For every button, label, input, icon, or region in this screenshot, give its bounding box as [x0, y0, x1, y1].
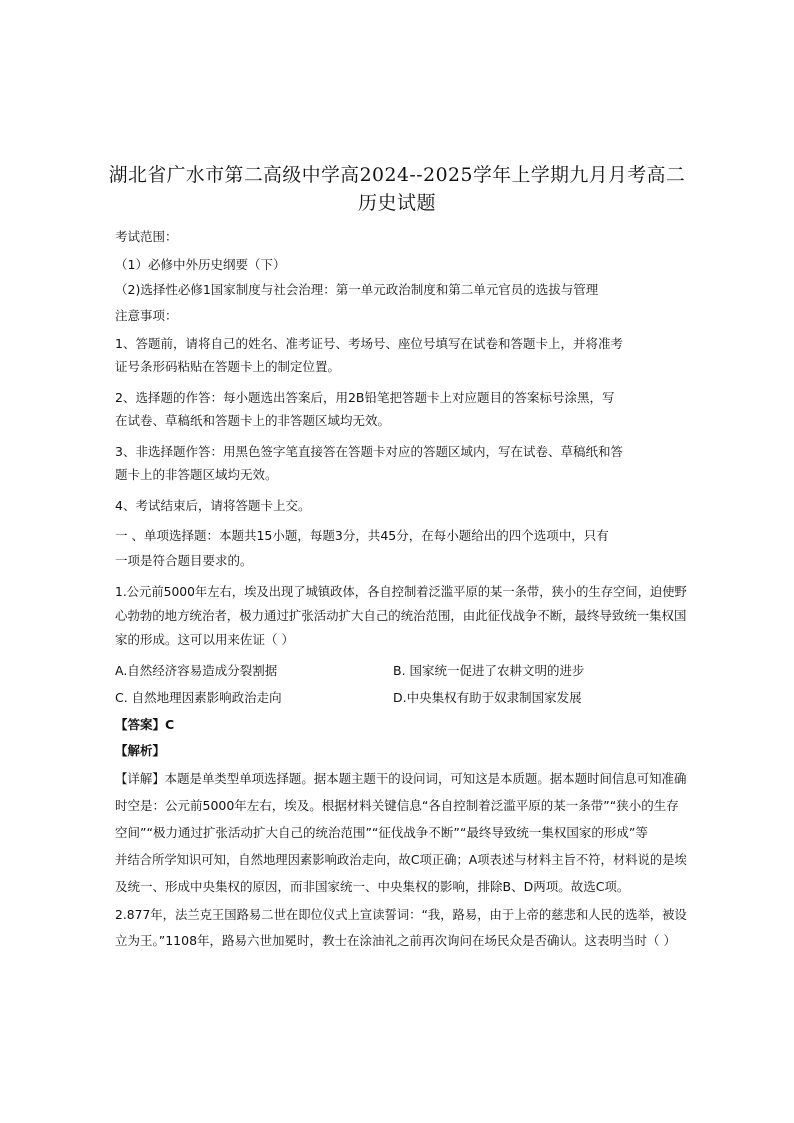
q1-stem-line-b: 心勃勃的地方统治者，极力通过扩张活动扩大自己的统治范围，由此征伐战争不断，最终导致统一集权国: [115, 608, 687, 623]
section-1-line-b: 一项是符合题目要求的。: [115, 553, 253, 568]
q1-detail-line-d: 并结合所学知识可知，自然地理因素影响政治走向，故C项正确；A项表述与材料主旨不符，材料说的是埃: [115, 853, 687, 867]
q1-option-a: A.自然经济容易造成分裂割据: [115, 663, 278, 678]
note-4: 4、考试结束后，请将答题卡上交。: [115, 498, 311, 513]
q1-detail-line-e: 及统一、形成中央集权的原因，而非国家统一、中央集权的影响，排除B、D两项。故选C项。: [115, 879, 630, 894]
exam-title-line1: 湖北省广水市第二高级中学高2024--2025学年上学期九月月考高二: [108, 165, 686, 186]
exam-title-line2: 历史试题: [357, 192, 436, 214]
q1-detail-line-c: 空间”“极力通过扩张活动扩大自己的统治范围”“征伐战争不断”“最终导致统一集权国家的形成”等: [115, 825, 648, 840]
notes-heading: 注意事项：: [115, 308, 178, 323]
q1-detail-line-b: 时空是：公元前5000年左右，埃及。根据材料关键信息“各自控制着泛滥平原的某一条带”“狭小的生存: [115, 798, 679, 813]
q1-option-b: B. 国家统一促进了农耕文明的进步: [393, 663, 585, 678]
note-3-line-b: 题卡上的非答题区域均无效。: [115, 467, 278, 482]
note-1-line-b: 证号条形码粘贴在答题卡上的制定位置。: [115, 359, 341, 374]
q1-answer: 【答案】C: [115, 717, 175, 732]
q1-stem-line-a: 1.公元前5000年左右，埃及出现了城镇政体，各自控制着泛滥平原的某一条带，狭小的生存空间，迫使野: [115, 585, 687, 599]
q1-stem-line-c: 家的形成。这可以用来佐证（ ）: [115, 632, 294, 647]
note-2-line-b: 在试卷、草稿纸和答题卡上的非答题区域均无效。: [115, 413, 391, 428]
q1-detail-line-a: 【详解】本题是单类型单项选择题。据本题主题干的设问词，可知这是本质题。据本题时间信息可知准确: [115, 771, 687, 786]
q1-analysis-label: 【解析】: [115, 743, 166, 758]
q1-option-d: D.中央集权有助于奴隶制国家发展: [393, 690, 582, 705]
scope-heading: 考试范围：: [115, 229, 178, 244]
scope-item-2: （2)选择性必修1国家制度与社会治理：第一单元政治制度和第二单元官员的选拔与管理: [115, 282, 599, 297]
q2-stem-line-b: 立为王。”1108年，路易六世加冕时，教士在涂油礼之前再次询问在场民众是否确认。这表明当时（ ）: [115, 933, 677, 948]
note-3-line-a: 3、非选择题作答：用黑色签字笔直接答在答题卡对应的答题区域内，写在试卷、草稿纸和答: [115, 444, 623, 459]
section-1-line-a: 一 、单项选择题：本题共15小题，每题3分，共45分，在每小题给出的四个选项中，只有: [115, 528, 609, 543]
q2-stem-line-a: 2.877年，法兰克王国路易二世在即位仪式上宣读誓词：“我，路易，由于上帝的慈悲和人民的选举，被设: [115, 908, 687, 922]
note-2-line-a: 2、选择题的作答：每小题选出答案后，用2B铅笔把答题卡上对应题目的答案标号涂黑，写: [115, 390, 615, 405]
scope-item-1: （1）必修中外历史纲要（下）: [115, 257, 286, 272]
q1-option-c: C. 自然地理因素影响政治走向: [115, 690, 282, 705]
note-1-line-a: 1、答题前，请将自己的姓名、准考证号、考场号、座位号填写在试卷和答题卡上，并将准考: [115, 336, 623, 351]
